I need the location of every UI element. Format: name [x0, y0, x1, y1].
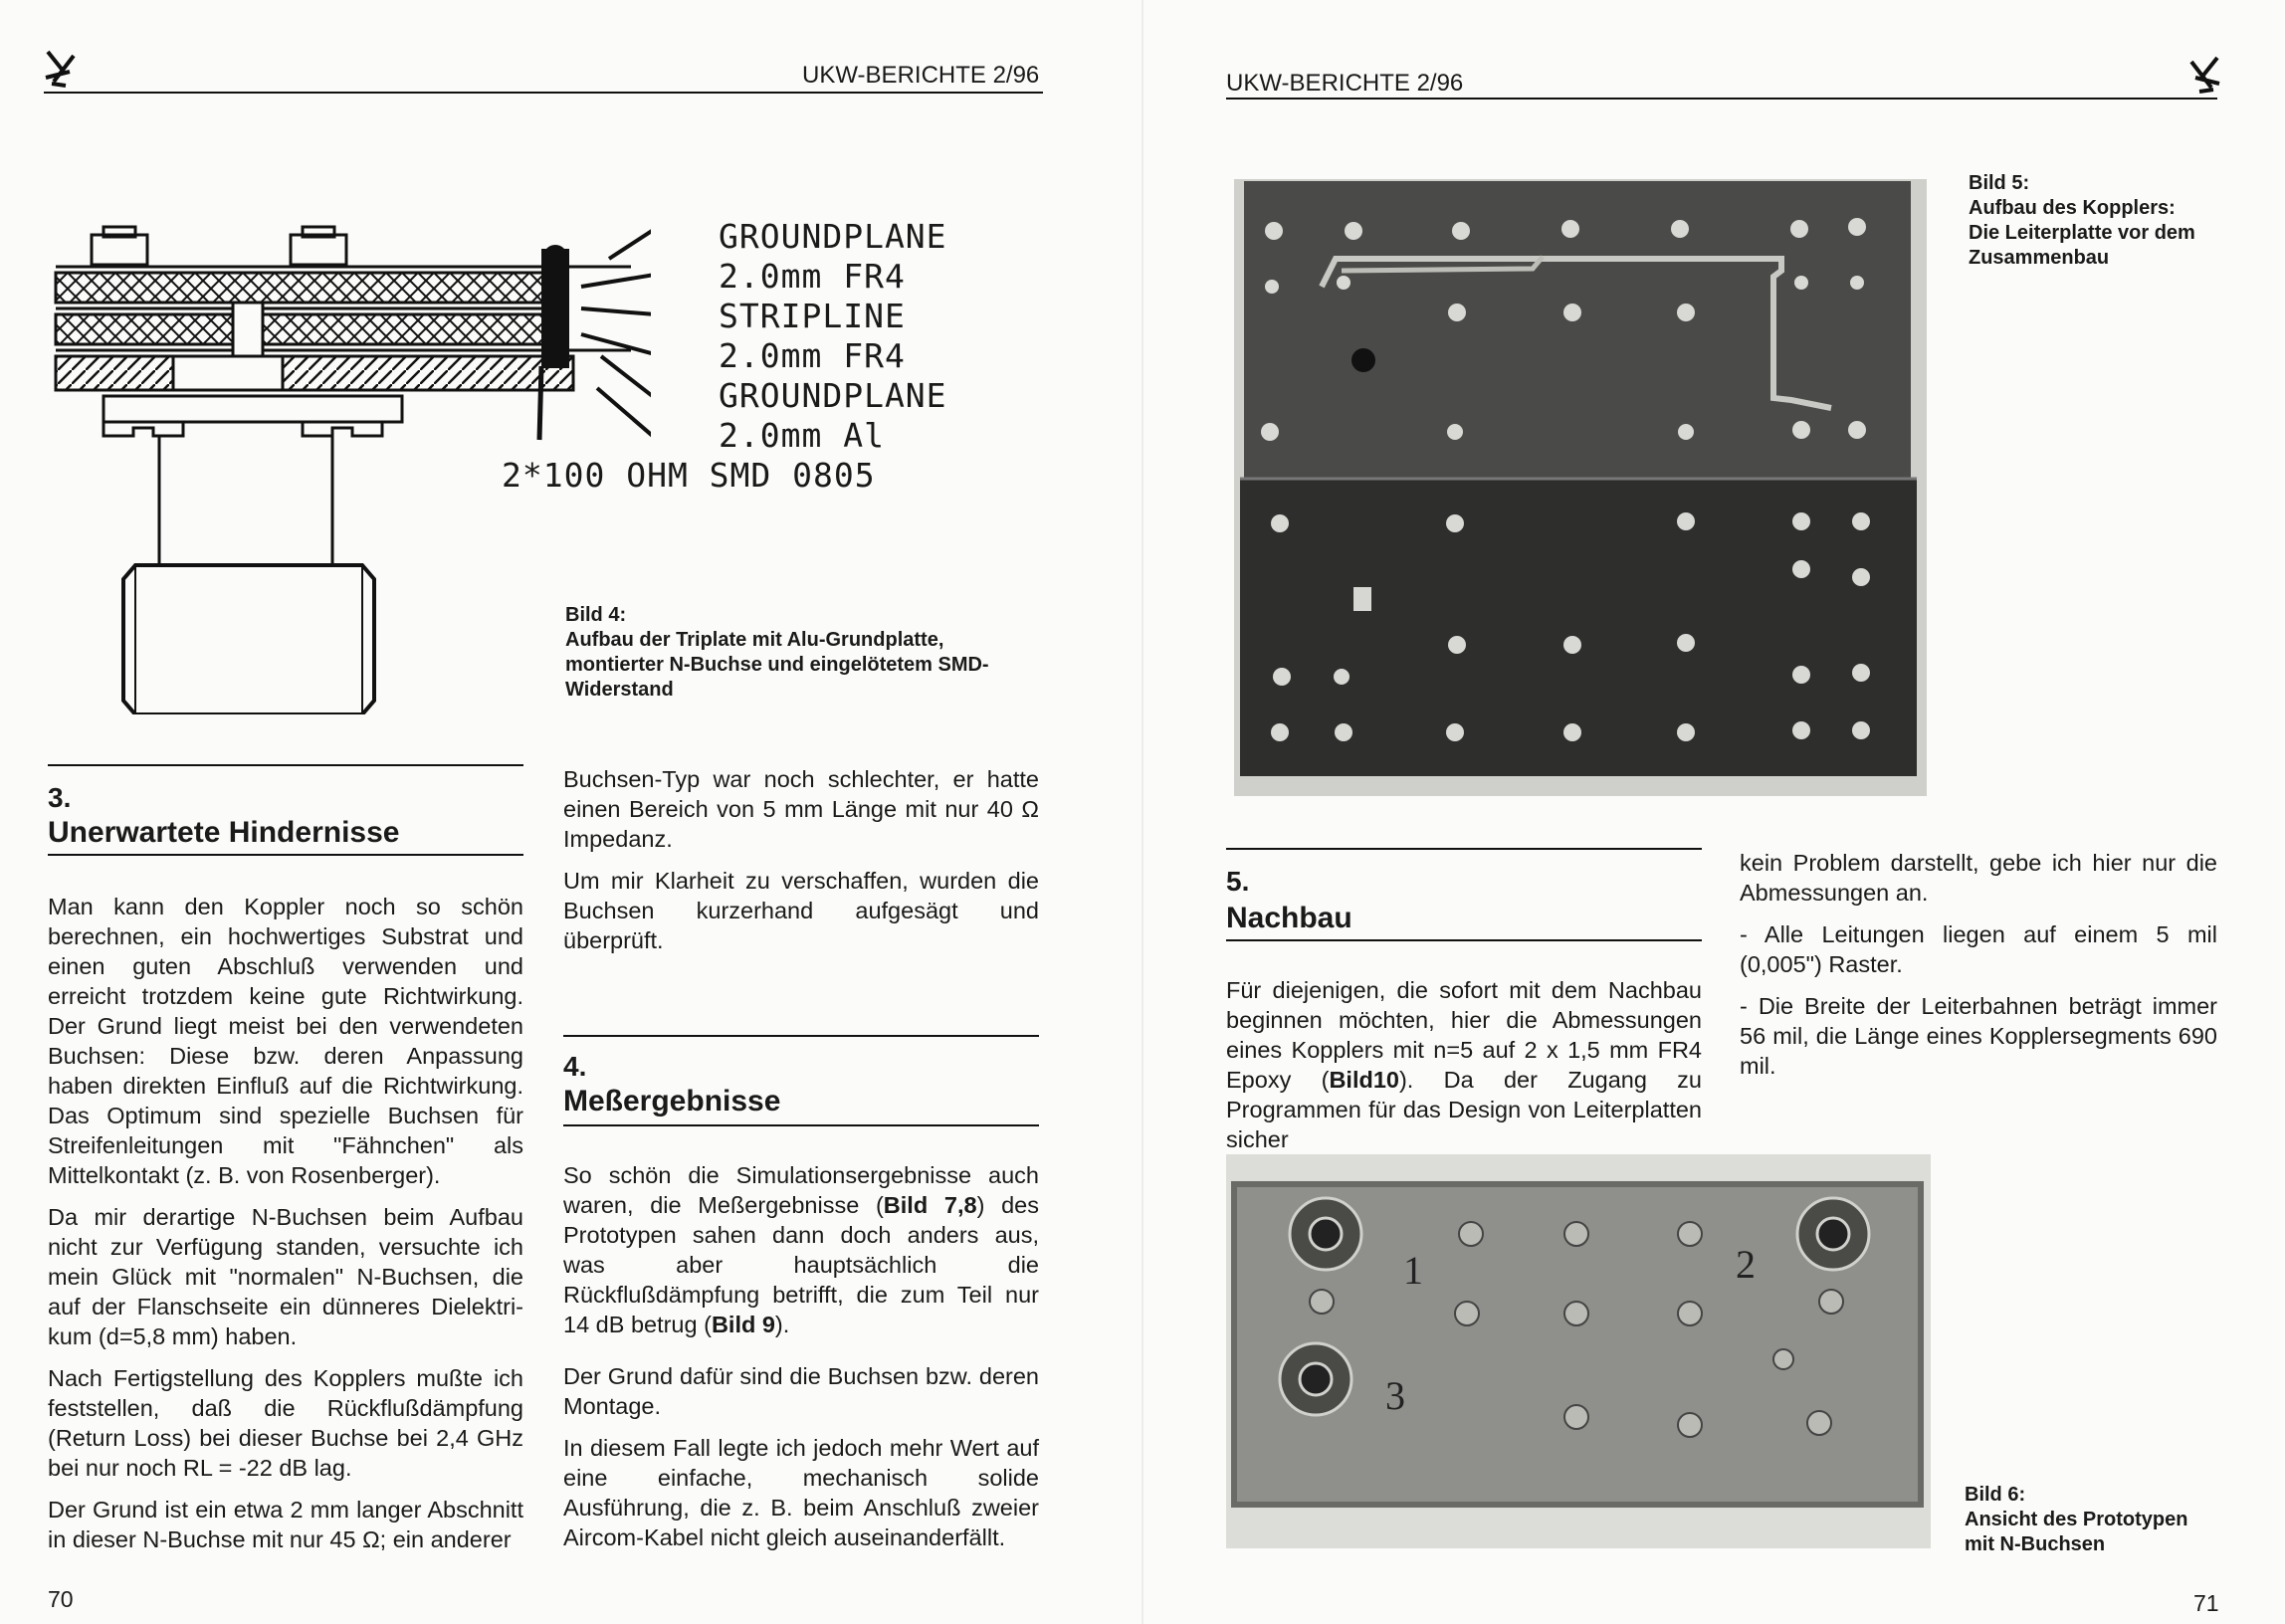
figure5-caption-label: Bild 5: — [1969, 172, 2030, 194]
smd-resistor-label: 2*100 OHM SMD 0805 — [502, 456, 876, 495]
section4-top-rule — [563, 1035, 1039, 1037]
section4-title: Meßergebnisse — [563, 1085, 781, 1117]
layer-label-groundplane-top: GROUNDPLANE — [719, 217, 947, 256]
port-label-2: 2 — [1736, 1242, 1756, 1287]
section5-bottom-rule — [1226, 939, 1702, 941]
figure4-caption-text: Aufbau der Triplate mit Alu-Grundplatte, montierter N-Buchse und eingelötetem SMD-Widerstand — [565, 629, 989, 701]
paragraph: Um mir Klarheit zu verschaffen, wurden die Buchsen kurzerhand aufgesägt und überprüft. — [563, 868, 1039, 953]
section3-title: Unerwartete Hindernisse — [48, 816, 400, 849]
layer-label-groundplane-bottom: GROUNDPLANE — [719, 376, 947, 415]
paragraph: Der Grund ist ein etwa 2 mm langer Abschnitt in dieser N-Buchse mit nur 45 Ω; ein anderer — [48, 1497, 523, 1552]
section5-top-rule — [1226, 848, 1702, 850]
paragraph: Buchsen-Typ war noch schlechter, er hatte einen Bereich von 5 mm Länge mit nur 40 Ω Impedanz. — [563, 766, 1039, 852]
running-header: UKW-BERICHTE 2/96 — [1226, 70, 1464, 97]
figure6-caption-text: Ansicht des Prototypen mit N-Buchsen — [1965, 1509, 2188, 1555]
paragraph: In diesem Fall legte ich jedoch mehr Wert auf eine einfache, mechanisch solide Ausführung, die z. B. beim Anschluß zweier Aircom-Kabel nicht gleich auseinanderfällt. — [563, 1435, 1039, 1550]
section3-bottom-rule — [48, 854, 523, 856]
layer-label-fr4-top: 2.0mm FR4 — [719, 257, 906, 296]
paragraph: - Alle Leitungen liegen auf einem 5 mil (0,005") Raster. — [1740, 921, 2217, 977]
header-rule — [1226, 98, 2217, 100]
figure4-caption-label: Bild 4: — [565, 604, 627, 626]
prototype-photo — [1226, 1154, 1931, 1548]
figure5-caption — [1969, 171, 2207, 271]
section3-top-rule — [48, 764, 523, 766]
paragraph: So schön die Simulationsergebnisse auch waren, die Meßergebnisse (Bild 7,8) des Prototypen sahen dann doch anders aus, was aber hauptsächlich die Rückflußdämpfung betrifft, die zum Teil nur 14 dB betrug (Bild 9). — [563, 1162, 1039, 1337]
pcb-photo — [1234, 179, 1927, 796]
right-col2 — [1740, 848, 2217, 1093]
port-label-3: 3 — [1385, 1373, 1405, 1418]
paragraph: Der Grund dafür sind die Buchsen bzw. deren Montage. — [563, 1363, 1039, 1419]
section5-body — [1226, 975, 1702, 1166]
antenna-logo-icon — [2185, 54, 2221, 101]
paragraph: Nach Fertigstellung des Kopplers mußte ich feststellen, daß die Rückflußdämpfung (Return Loss) bei dieser Buchse bei 2,4 GHz bei nur noch RL = -22 dB lag. — [48, 1365, 523, 1481]
paragraph: Man kann den Koppler noch so schön berechnen, ein hochwertiges Substrat und einen guten Abschluß verwenden und erreicht trotzdem keine gute Richtwirkung. Der Grund liegt meist bei den verwendeten Buchsen: Diese bzw. deren Anpassung haben direkten Einfluß auf die Richtwirkung. Das Optimum sind spezielle Buchsen für Streifenleitungen mit "Fähnchen" als Mittelkontakt (z. B. von Rosenberger). — [48, 894, 523, 1188]
paragraph: Für diejenigen, die sofort mit dem Nachbau beginnen möchten, hier die Abmessungen eines Kopplers mit n=5 auf 2 x 1,5 mm FR4 Epoxy (Bild10). Da der Zugang zu Programmen für das Design von Leiterplatten sicher — [1226, 977, 1703, 1152]
section5-title: Nachbau — [1226, 902, 1352, 934]
layer-label-aluminium: 2.0mm Al — [719, 416, 885, 455]
figure6-caption — [1965, 1483, 2213, 1557]
section4-bottom-rule — [563, 1124, 1039, 1126]
figure4-caption — [565, 603, 1043, 703]
paragraph: kein Problem darstellt, gebe ich hier nur die Abmessungen an. — [1740, 850, 2217, 906]
layer-label-stripline: STRIPLINE — [719, 297, 906, 335]
section3-body — [48, 892, 523, 1566]
paragraph: Da mir derartige N-Buchsen beim Aufbau nicht zur Verfügung standen, versuchte ich mein Glück mit "normalen" N-Buchsen, die auf der Flanschseite ein dünneres Dielektri-kum (d=5,8 mm) haben. — [48, 1204, 523, 1349]
figure5-caption-text: Aufbau des Kopplers: Die Leiterplatte vor dem Zusammenbau — [1969, 197, 2195, 269]
section4-body — [563, 1160, 1039, 1564]
page-gutter — [1142, 0, 1143, 1624]
layer-label-fr4-bottom: 2.0mm FR4 — [719, 336, 906, 375]
header-rule — [44, 92, 1043, 94]
section4-number: 4. — [563, 1051, 587, 1082]
figure6-caption-label: Bild 6: — [1965, 1484, 2026, 1506]
page-number-right: 71 — [2193, 1590, 2219, 1616]
paragraph: - Die Breite der Leiterbahnen beträgt immer 56 mil, die Länge eines Kopplersegments 690 mil. — [1740, 993, 2217, 1079]
port-label-1: 1 — [1403, 1248, 1423, 1293]
section3-number: 3. — [48, 782, 72, 813]
left-col2-top — [563, 764, 1039, 967]
page-number-left: 70 — [48, 1586, 74, 1612]
running-header: UKW-BERICHTE 2/96 — [802, 62, 1040, 89]
antenna-logo-icon — [44, 48, 80, 95]
section5-number: 5. — [1226, 866, 1250, 897]
